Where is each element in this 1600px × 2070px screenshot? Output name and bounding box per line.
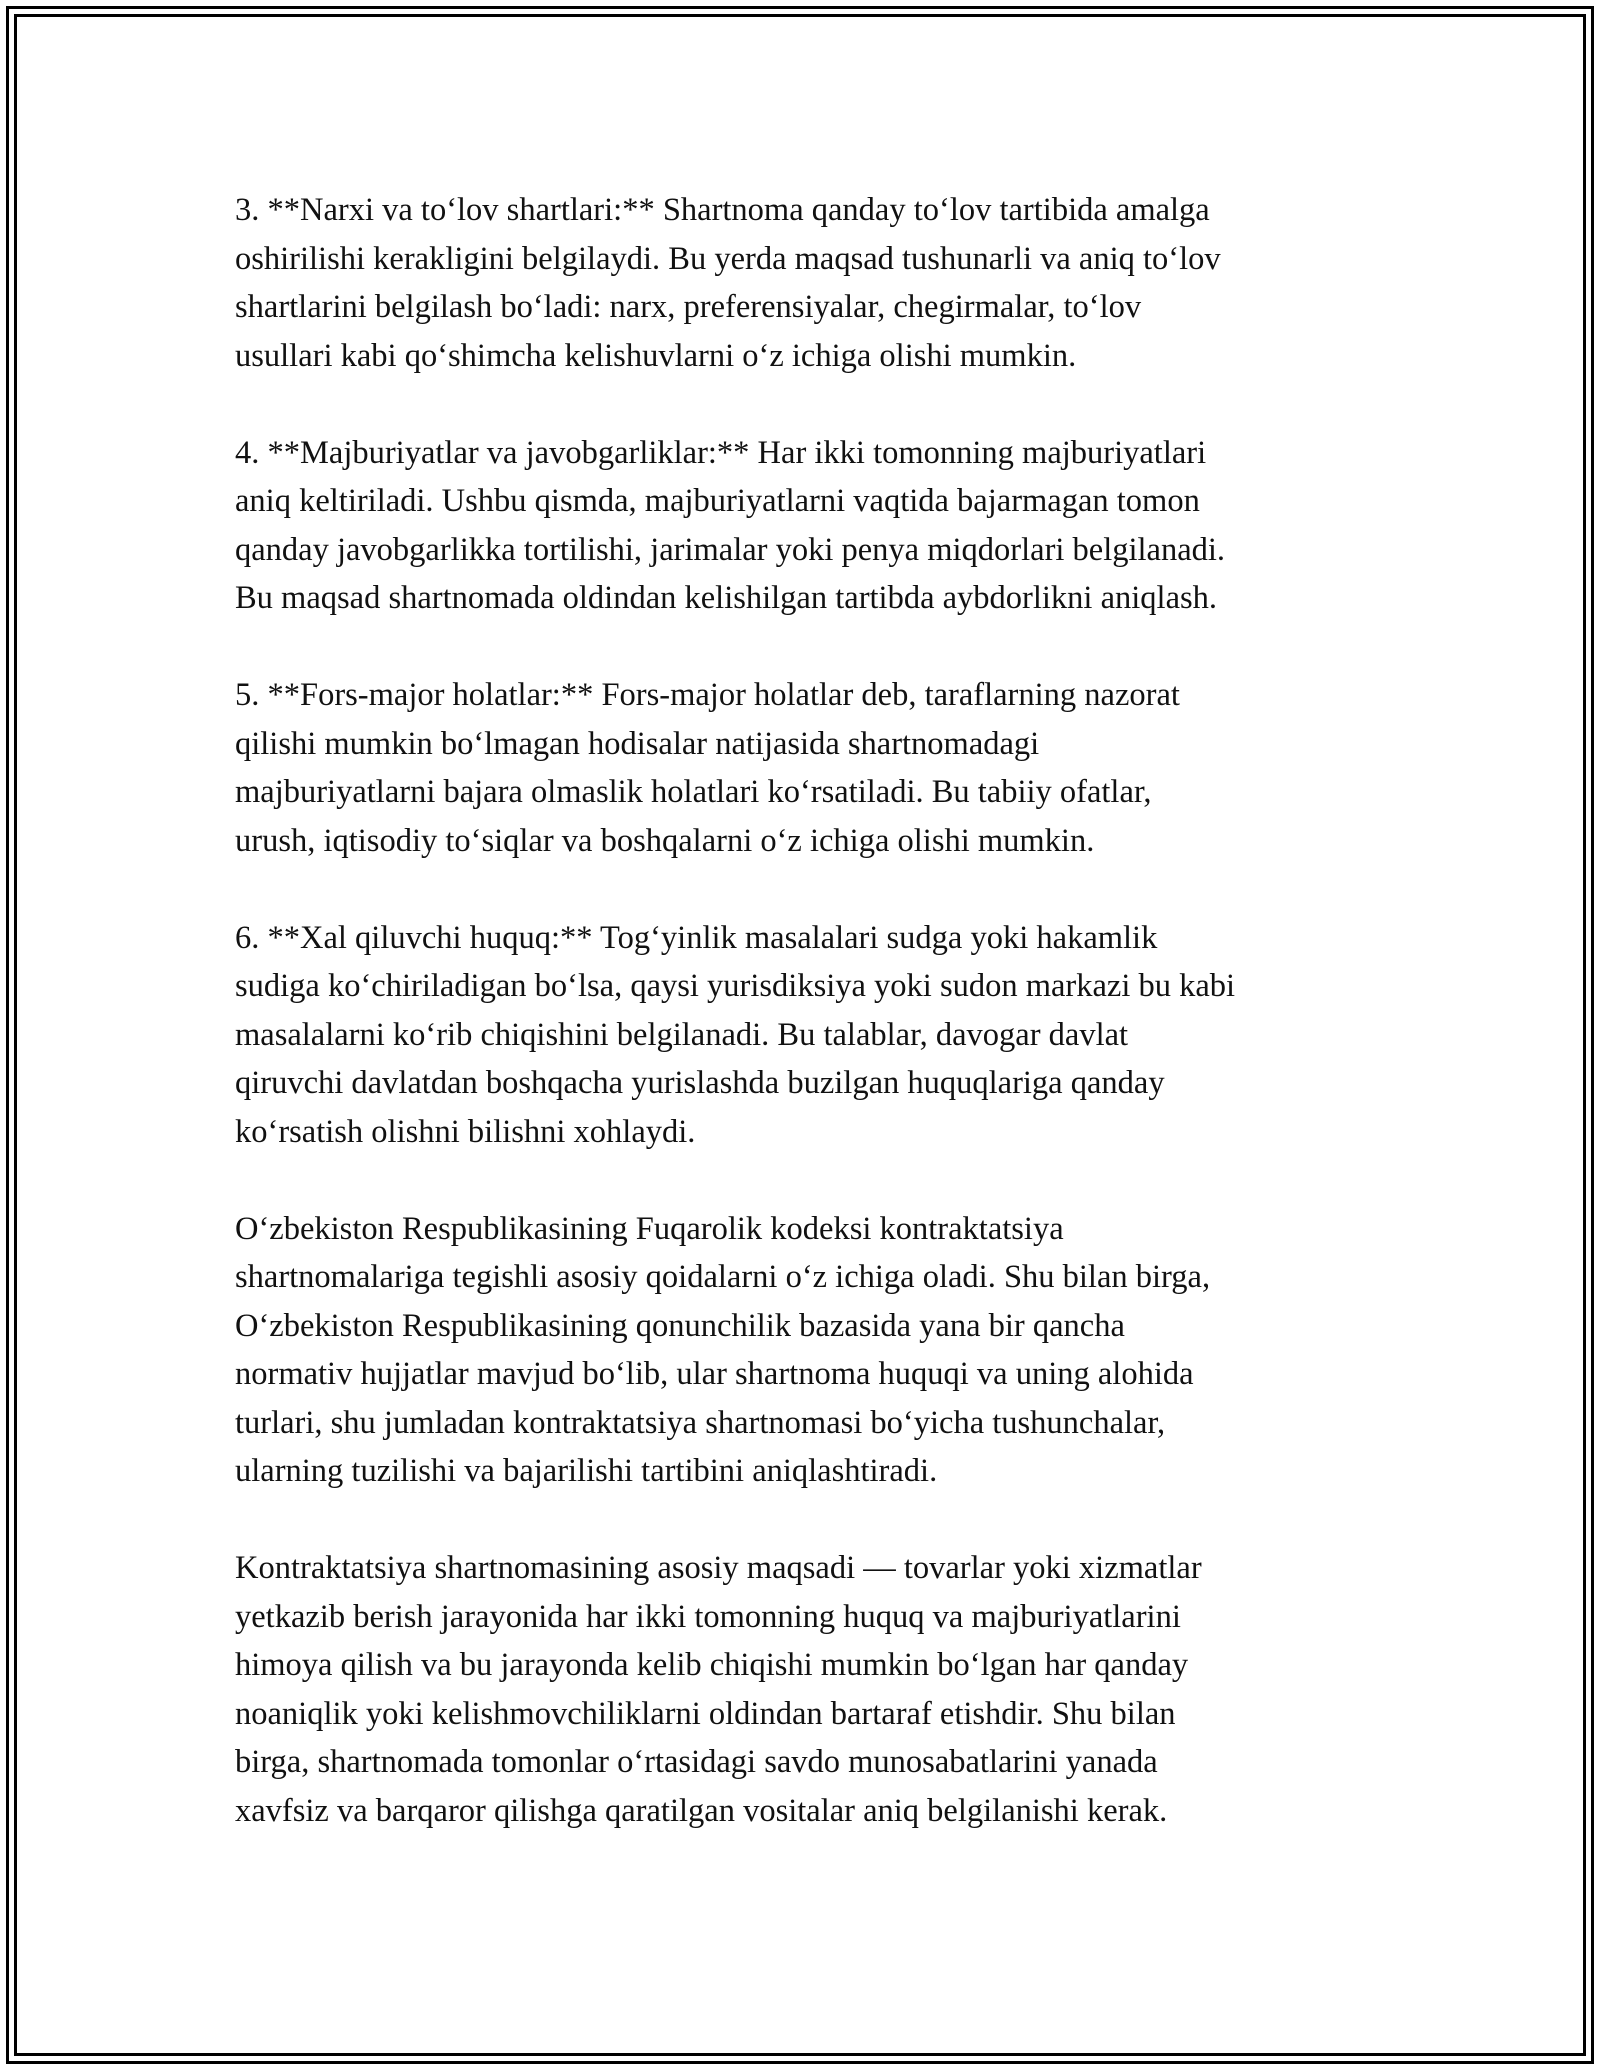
paragraph-asosiy-maqsad: Kontraktatsiya shartnomasining asosiy maqsadi — tovarlar yoki xizmatlar yetkazib berish jarayonida har ikki tomonning huquq va majburiyatlarini himoya qilish va bu jarayonda kelib chiqishi mumkin bo‘lgan har qanday noaniqlik yoki kelishmovchiliklarni oldindan bartaraf etishdir. Shu bilan birga, shartnomada tomonlar o‘rtasidagi savdo munosabatlarini yanada xavfsiz va barqaror qilishga qaratilgan vositalar aniq belgilanishi kerak. [235,1550,1202,1829]
paragraph-majburiyatlar: 4. **Majburiyatlar va javobgarliklar:** Har ikki tomonning majburiyatlari aniq keltiriladi. Ushbu qismda, majburiyatlarni vaqtida bajarmagan tomon qanday javobgarlikka tortilishi, jarimalar yoki penya miqdorlari belgilanadi. Bu maqsad shartnomada oldindan kelishilgan tartibda aybdorlikni aniqlash. [235,434,1226,616]
paragraph-xal-qiluvchi-huquq: 6. **Xal qiluvchi huquq:** Tog‘yinlik masalalari sudga yoki hakamlik sudiga ko‘chiriladigan bo‘lsa, qaysi yurisdiksiya yoki sudon markazi bu kabi masalalarni ko‘rib chiqishini belgilanadi. Bu talablar, davogar davlat qiruvchi davlatdan boshqacha yurislashda buzilgan huquqlariga qanday ko‘rsatish olishni bilishni xohlaydi. [235,919,1236,1150]
document-body [235,186,1385,1884]
paragraph-fors-major: 5. **Fors-major holatlar:** Fors-major holatlar deb, taraflarning nazorat qilishi mumkin bo‘lmagan hodisalar natijasida shartnomadagi majburiyatlarni bajara olmaslik holatlari ko‘rsatiladi. Bu tabiiy ofatlar, urush, iqtisodiy to‘siqlar va boshqalarni o‘z ichiga olishi mumkin. [235,677,1180,859]
paragraph-fuqarolik-kodeksi: O‘zbekiston Respublikasining Fuqarolik kodeksi kontraktatsiya shartnomalariga tegishli asosiy qoidalarni o‘z ichiga oladi. Shu bilan birga, O‘zbekiston Respublikasining qonunchilik bazasida yana bir qancha normativ hujjatlar mavjud bo‘lib, ular shartnoma huquqi va uning alohida turlari, shu jumladan kontraktatsiya shartnomasi bo‘yicha tushunchalar, ularning tuzilishi va bajarilishi tartibini aniqlashtiradi. [235,1210,1211,1489]
paragraph-narxi-tolov: 3. **Narxi va to‘lov shartlari:** Shartnoma qanday to‘lov tartibida amalga oshirilishi kerakligini belgilaydi. Bu yerda maqsad tushunarli va aniq to‘lov shartlarini belgilash bo‘ladi: narx, preferensiyalar, chegirmalar, to‘lov usullari kabi qo‘shimcha kelishuvlarni o‘z ichiga olishi mumkin. [235,192,1221,374]
